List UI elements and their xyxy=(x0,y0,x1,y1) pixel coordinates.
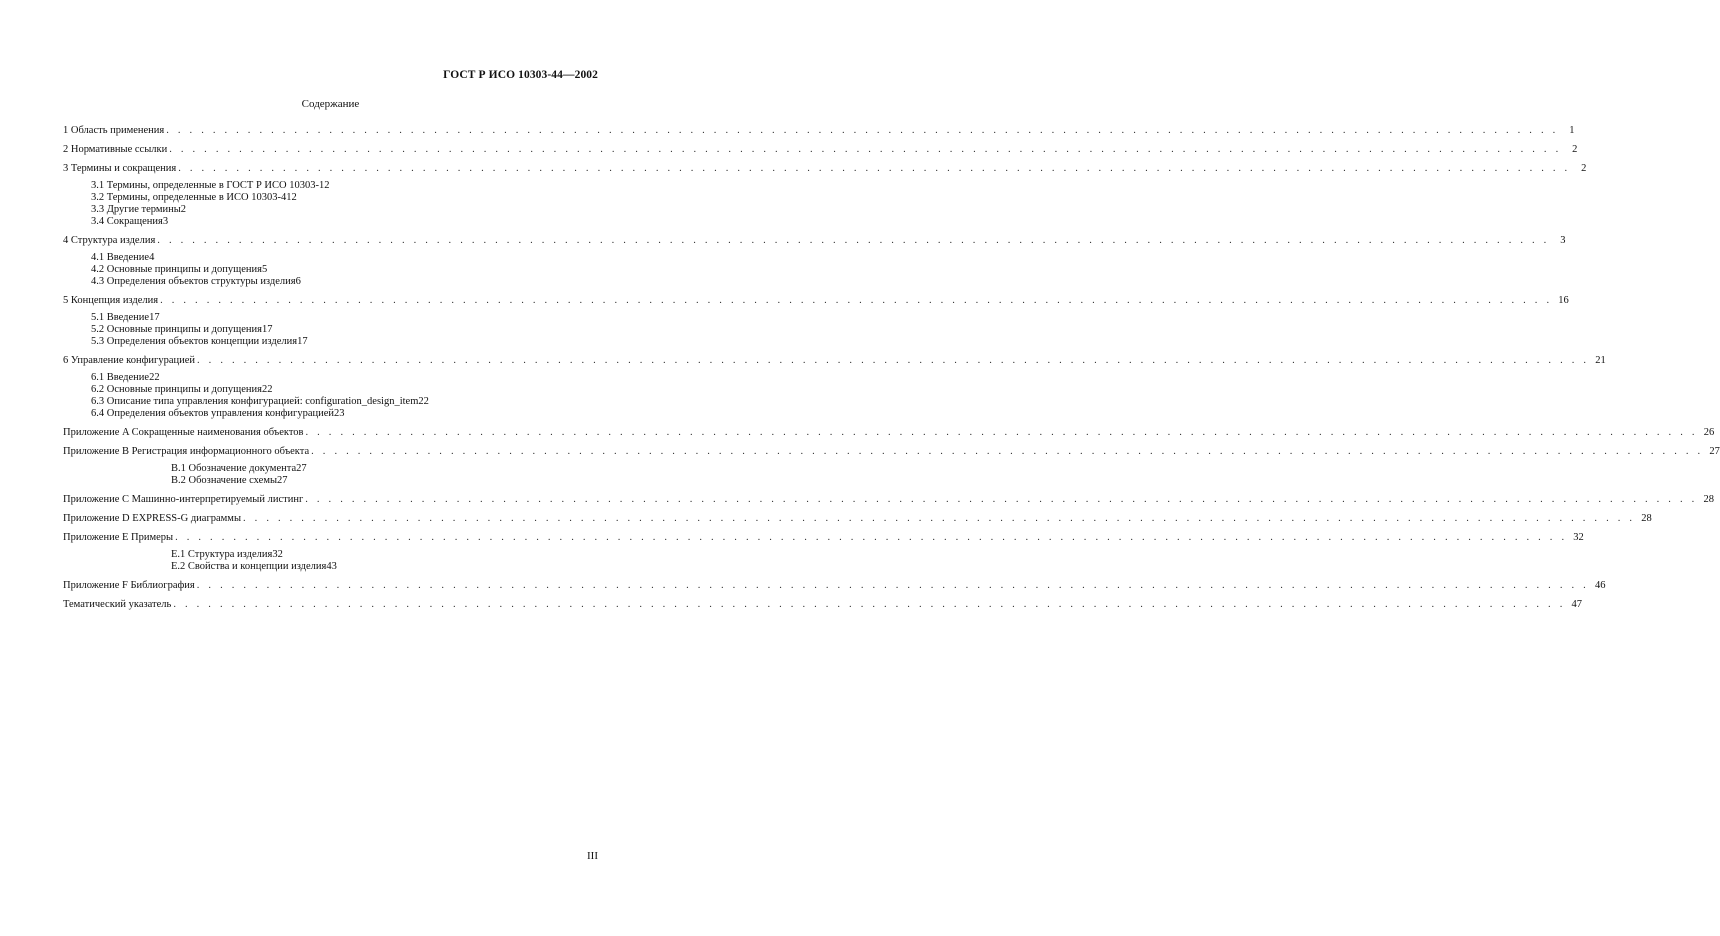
toc-entry-label: Приложение F Библиография xyxy=(63,580,195,591)
toc-subentry[interactable]: 5.1 Введение17 xyxy=(91,312,160,323)
toc-subentry[interactable]: 3.1 Термины, определенные в ГОСТ Р ИСО 10303-12 xyxy=(91,180,330,191)
toc-subentry[interactable]: 6.1 Введение22 xyxy=(91,372,160,383)
toc-subentry[interactable]: 3.3 Другие термины2 xyxy=(91,204,187,215)
toc-entry-page: 21 xyxy=(1595,355,1606,366)
toc-entry[interactable] xyxy=(63,598,1583,611)
toc-entry-page: 46 xyxy=(1594,580,1606,591)
toc-leader-dots: . . . . . . . . . . . . . . . . . . . . . . . . . . . . . . . . . . . . . . . . . . . . . . . . . . . . . . . . . . . . . . . . . . . . . . . . . . . . . . . . . . . . . . . . . . . . . . . . . . . . . . . . . . . . . . . . . . . . . . . . xyxy=(166,125,1559,136)
toc-subentry[interactable]: 5.3 Определения объектов концепции изделия17 xyxy=(91,336,308,347)
toc-entry-page: 16 xyxy=(1558,295,1569,306)
toc-entry-label: Приложение D EXPRESS-G диаграммы xyxy=(63,513,242,524)
toc-subentry[interactable]: E.1 Структура изделия32 xyxy=(171,549,283,560)
toc-entry-page: 28 xyxy=(1703,494,1714,505)
toc-subentry[interactable]: 4.3 Определения объектов структуры изделия6 xyxy=(91,276,301,287)
toc-entry-page: 2 xyxy=(1581,163,1587,174)
toc-entry-label: Приложение E Примеры xyxy=(63,532,174,543)
toc-entry[interactable] xyxy=(63,124,1575,137)
toc-subentry[interactable]: B.1 Обозначение документа27 xyxy=(171,463,307,474)
toc-leader-dots: . . . . . . . . . . . . . . . . . . . . . . . . . . . . . . . . . . . . . . . . . . . . . . . . . . . . . . . . . . . . . . . . . . . . . . . . . . . . . . . . . . . . . . . . . . . . . . . . . . . . . . . . . . . . . . . . . . . . . . . . xyxy=(173,599,1566,610)
toc-entry-label: Приложение B Регистрация информационного объекта xyxy=(63,446,310,457)
toc-entry[interactable] xyxy=(63,143,1578,156)
page-number: III xyxy=(587,850,598,862)
toc-subentry[interactable]: B.2 Обозначение схемы27 xyxy=(171,475,288,486)
toc-subentry[interactable]: 6.2 Основные принципы и допущения22 xyxy=(91,384,273,395)
toc-subentry[interactable]: 4.1 Введение4 xyxy=(91,252,155,263)
toc-subentry[interactable]: 3.2 Термины, определенные в ИСО 10303-412 xyxy=(91,192,297,203)
toc-leader-dots: . . . . . . . . . . . . . . . . . . . . . . . . . . . . . . . . . . . . . . . . . . . . . . . . . . . . . . . . . . . . . . . . . . . . . . . . . . . . . . . . . . . . . . . . . . . . . . . . . . . . . . . . . . . . . . . . . . . . . . . . xyxy=(160,295,1553,306)
toc-subentry[interactable]: E.2 Свойства и концепции изделия43 xyxy=(171,561,337,572)
toc-entry-label: 1 Область применения xyxy=(63,125,165,136)
toc-entry[interactable] xyxy=(63,162,1587,175)
toc-subentry[interactable]: 4.2 Основные принципы и допущения5 xyxy=(91,264,268,275)
toc-leader-dots: . . . . . . . . . . . . . . . . . . . . . . . . . . . . . . . . . . . . . . . . . . . . . . . . . . . . . . . . . . . . . . . . . . . . . . . . . . . . . . . . . . . . . . . . . . . . . . . . . . . . . . . . . . . . . . . . . . . . . . . . xyxy=(311,446,1704,457)
toc-entry-page: 32 xyxy=(1573,532,1584,543)
toc-entry-label: Тематический указатель xyxy=(63,599,172,610)
toc-entry[interactable] xyxy=(63,512,1652,525)
toc-leader-dots: . . . . . . . . . . . . . . . . . . . . . . . . . . . . . . . . . . . . . . . . . . . . . . . . . . . . . . . . . . . . . . . . . . . . . . . . . . . . . . . . . . . . . . . . . . . . . . . . . . . . . . . . . . . . . . . . . . . . . . . . xyxy=(305,427,1698,438)
toc-entry-page: 1 xyxy=(1569,125,1575,136)
toc-entry-page: 26 xyxy=(1703,427,1715,438)
toc-entry-label: Приложение A Сокращенные наименования объектов xyxy=(63,427,304,438)
toc-entry-label: 3 Термины и сокращения xyxy=(63,163,177,174)
toc-entry-label: 4 Структура изделия xyxy=(63,235,156,246)
toc-entry[interactable] xyxy=(63,445,1720,458)
toc-entry-page: 27 xyxy=(1709,446,1720,457)
toc-leader-dots: . . . . . . . . . . . . . . . . . . . . . . . . . . . . . . . . . . . . . . . . . . . . . . . . . . . . . . . . . . . . . . . . . . . . . . . . . . . . . . . . . . . . . . . . . . . . . . . . . . . . . . . . . . . . . . . . . . . . . . . . xyxy=(243,513,1636,524)
toc-entry-page: 28 xyxy=(1641,513,1652,524)
toc-entry-label: 6 Управление конфигурацией xyxy=(63,355,196,366)
toc-entry[interactable] xyxy=(63,493,1714,506)
toc-subentry[interactable]: 6.4 Определения объектов управления конфигурацией23 xyxy=(91,408,345,419)
toc-entry[interactable] xyxy=(63,234,1566,247)
toc-entry[interactable] xyxy=(63,426,1715,439)
table-of-contents xyxy=(63,124,1720,611)
toc-entry-page: 3 xyxy=(1560,235,1566,246)
toc-subentry[interactable]: 3.4 Сокращения3 xyxy=(91,216,169,227)
page-title: Содержание xyxy=(301,98,360,110)
toc-leader-dots: . . . . . . . . . . . . . . . . . . . . . . . . . . . . . . . . . . . . . . . . . . . . . . . . . . . . . . . . . . . . . . . . . . . . . . . . . . . . . . . . . . . . . . . . . . . . . . . . . . . . . . . . . . . . . . . . . . . . . . . . xyxy=(169,144,1562,155)
toc-entry-page: 47 xyxy=(1571,599,1583,610)
toc-leader-dots: . . . . . . . . . . . . . . . . . . . . . . . . . . . . . . . . . . . . . . . . . . . . . . . . . . . . . . . . . . . . . . . . . . . . . . . . . . . . . . . . . . . . . . . . . . . . . . . . . . . . . . . . . . . . . . . . . . . . . . . . xyxy=(157,235,1550,246)
toc-leader-dots: . . . . . . . . . . . . . . . . . . . . . . . . . . . . . . . . . . . . . . . . . . . . . . . . . . . . . . . . . . . . . . . . . . . . . . . . . . . . . . . . . . . . . . . . . . . . . . . . . . . . . . . . . . . . . . . . . . . . . . . . xyxy=(178,163,1571,174)
toc-subentry[interactable]: 5.2 Основные принципы и допущения17 xyxy=(91,324,273,335)
toc-leader-dots: . . . . . . . . . . . . . . . . . . . . . . . . . . . . . . . . . . . . . . . . . . . . . . . . . . . . . . . . . . . . . . . . . . . . . . . . . . . . . . . . . . . . . . . . . . . . . . . . . . . . . . . . . . . . . . . . . . . . . . . . xyxy=(196,580,1589,591)
toc-entry-label: Приложение C Машинно-интерпретируемый листинг xyxy=(63,494,304,505)
toc-subentry[interactable]: 6.3 Описание типа управления конфигурацией: configuration_design_item22 xyxy=(91,396,429,407)
toc-entry-label: 5 Концепция изделия xyxy=(63,295,159,306)
toc-entry[interactable] xyxy=(63,294,1569,307)
toc-entry-page: 2 xyxy=(1572,144,1578,155)
toc-entry[interactable] xyxy=(63,354,1606,367)
toc-entry[interactable] xyxy=(63,579,1606,592)
toc-leader-dots: . . . . . . . . . . . . . . . . . . . . . . . . . . . . . . . . . . . . . . . . . . . . . . . . . . . . . . . . . . . . . . . . . . . . . . . . . . . . . . . . . . . . . . . . . . . . . . . . . . . . . . . . . . . . . . . . . . . . . . . . xyxy=(305,494,1698,505)
toc-leader-dots: . . . . . . . . . . . . . . . . . . . . . . . . . . . . . . . . . . . . . . . . . . . . . . . . . . . . . . . . . . . . . . . . . . . . . . . . . . . . . . . . . . . . . . . . . . . . . . . . . . . . . . . . . . . . . . . . . . . . . . . . xyxy=(197,355,1590,366)
document-header: ГОСТ Р ИСО 10303-44—2002 xyxy=(443,69,598,81)
toc-entry-label: 2 Нормативные ссылки xyxy=(63,144,168,155)
toc-entry[interactable] xyxy=(63,531,1584,544)
toc-leader-dots: . . . . . . . . . . . . . . . . . . . . . . . . . . . . . . . . . . . . . . . . . . . . . . . . . . . . . . . . . . . . . . . . . . . . . . . . . . . . . . . . . . . . . . . . . . . . . . . . . . . . . . . . . . . . . . . . . . . . . . . . xyxy=(175,532,1568,543)
